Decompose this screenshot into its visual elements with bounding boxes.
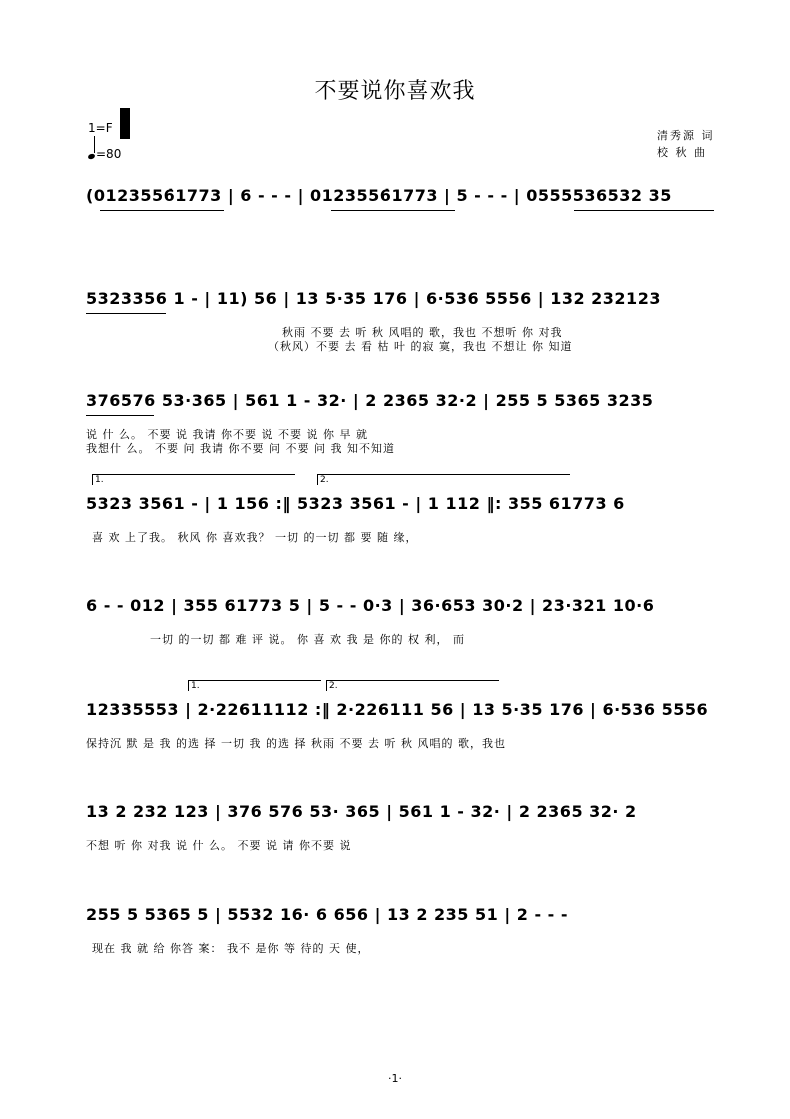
tempo-marking <box>88 141 121 161</box>
lyric-line-1: 一切 的一切 都 难 评 说。 你 喜 欢 我 是 你的 权 利， 而 <box>150 633 465 646</box>
lyric-line-1: 喜 欢 上了我。 秋风 你 喜欢我？ 一切 的一切 都 要 随 缘， <box>92 531 418 544</box>
notation-line: 13 2 232 123 | 376 576 53· 365 | 561 1 - 32· | 2 2365 32· 2 <box>86 802 637 821</box>
notation-line: 6 - - 012 | 355 61773 5 | 5 - - 0·3 | 36·653 30·2 | 23·321 10·6 <box>86 596 655 615</box>
volta-bracket-1: 1. <box>92 474 295 485</box>
note-stem <box>94 136 95 153</box>
beam-line <box>574 210 714 211</box>
lyric-line-2: 我想什 么。 不要 问 我请 你不要 问 不要 问 我 知不知道 <box>86 442 395 455</box>
lyric-line-1: 说 什 么。 不要 说 我请 你不要 说 不要 说 你 早 就 <box>86 428 368 441</box>
beam-line <box>86 415 154 416</box>
volta-bracket-4: 2. <box>326 680 499 691</box>
notation-line: 5323356 1 - | 11) 56 | 13 5·35 176 | 6·536 5556 | 132 232123 <box>86 289 661 308</box>
volta-bracket-3: 1. <box>188 680 321 691</box>
notation-line: 376576 53·365 | 561 1 - 32· | 2 2365 32·2 | 255 5 5365 3235 <box>86 391 654 410</box>
time-signature-line <box>120 108 130 139</box>
song-title: 不要说你喜欢我 <box>314 79 476 104</box>
notation-line: (0123556̇1773 | 6 - - - | 0123556̇1773 | 5 - - - | 0555536532 35 <box>86 186 672 205</box>
lyric-line-1: 保持沉 默 是 我 的选 择 一切 我 的选 择 秋雨 不要 去 听 秋 风唱的 歌，我也 <box>86 737 506 750</box>
notation-line: 5323 3561 - | 1 156 :‖ 5323 3561 - | 1 112 ‖: 355 61773 6 <box>86 494 625 513</box>
beam-line <box>100 210 224 211</box>
time-signature <box>120 112 128 138</box>
page-number: ·1· <box>388 1072 402 1085</box>
beam-line <box>86 313 166 314</box>
lyric-line-1: 秋雨 不要 去 听 秋 风唱的 歌，我也 不想听 你 对我 <box>282 326 563 339</box>
volta-bracket-2: 2. <box>317 474 570 485</box>
lyric-line-1: 现在 我 就 给 你答 案： 我不 是你 等 待的 天 使， <box>92 942 370 955</box>
notation-line: 12335553 | 2·22611112 :‖ 2·226111 56 | 13 5·35 176 | 6·536 5556 <box>86 700 709 719</box>
lyric-line-1: 不想 听 你 对我 说 什 么。 不要 说 请 你不要 说 <box>86 839 352 852</box>
key-signature: 1=F <box>88 121 113 135</box>
beam-line <box>331 210 455 211</box>
notation-line: 255 5 5365 5 | 5532 16· 6 656 | 13 2 235 51 | 2 - - - <box>86 905 569 924</box>
tempo-value: =80 <box>96 147 122 161</box>
quarter-note-icon <box>87 153 95 160</box>
lyricist-credit: 清秀源 词 <box>657 129 715 142</box>
composer-credit: 校 秋 曲 <box>657 146 707 159</box>
lyric-line-2: （秋风）不要 去 看 枯 叶 的寂 寞，我也 不想让 你 知道 <box>268 340 573 353</box>
